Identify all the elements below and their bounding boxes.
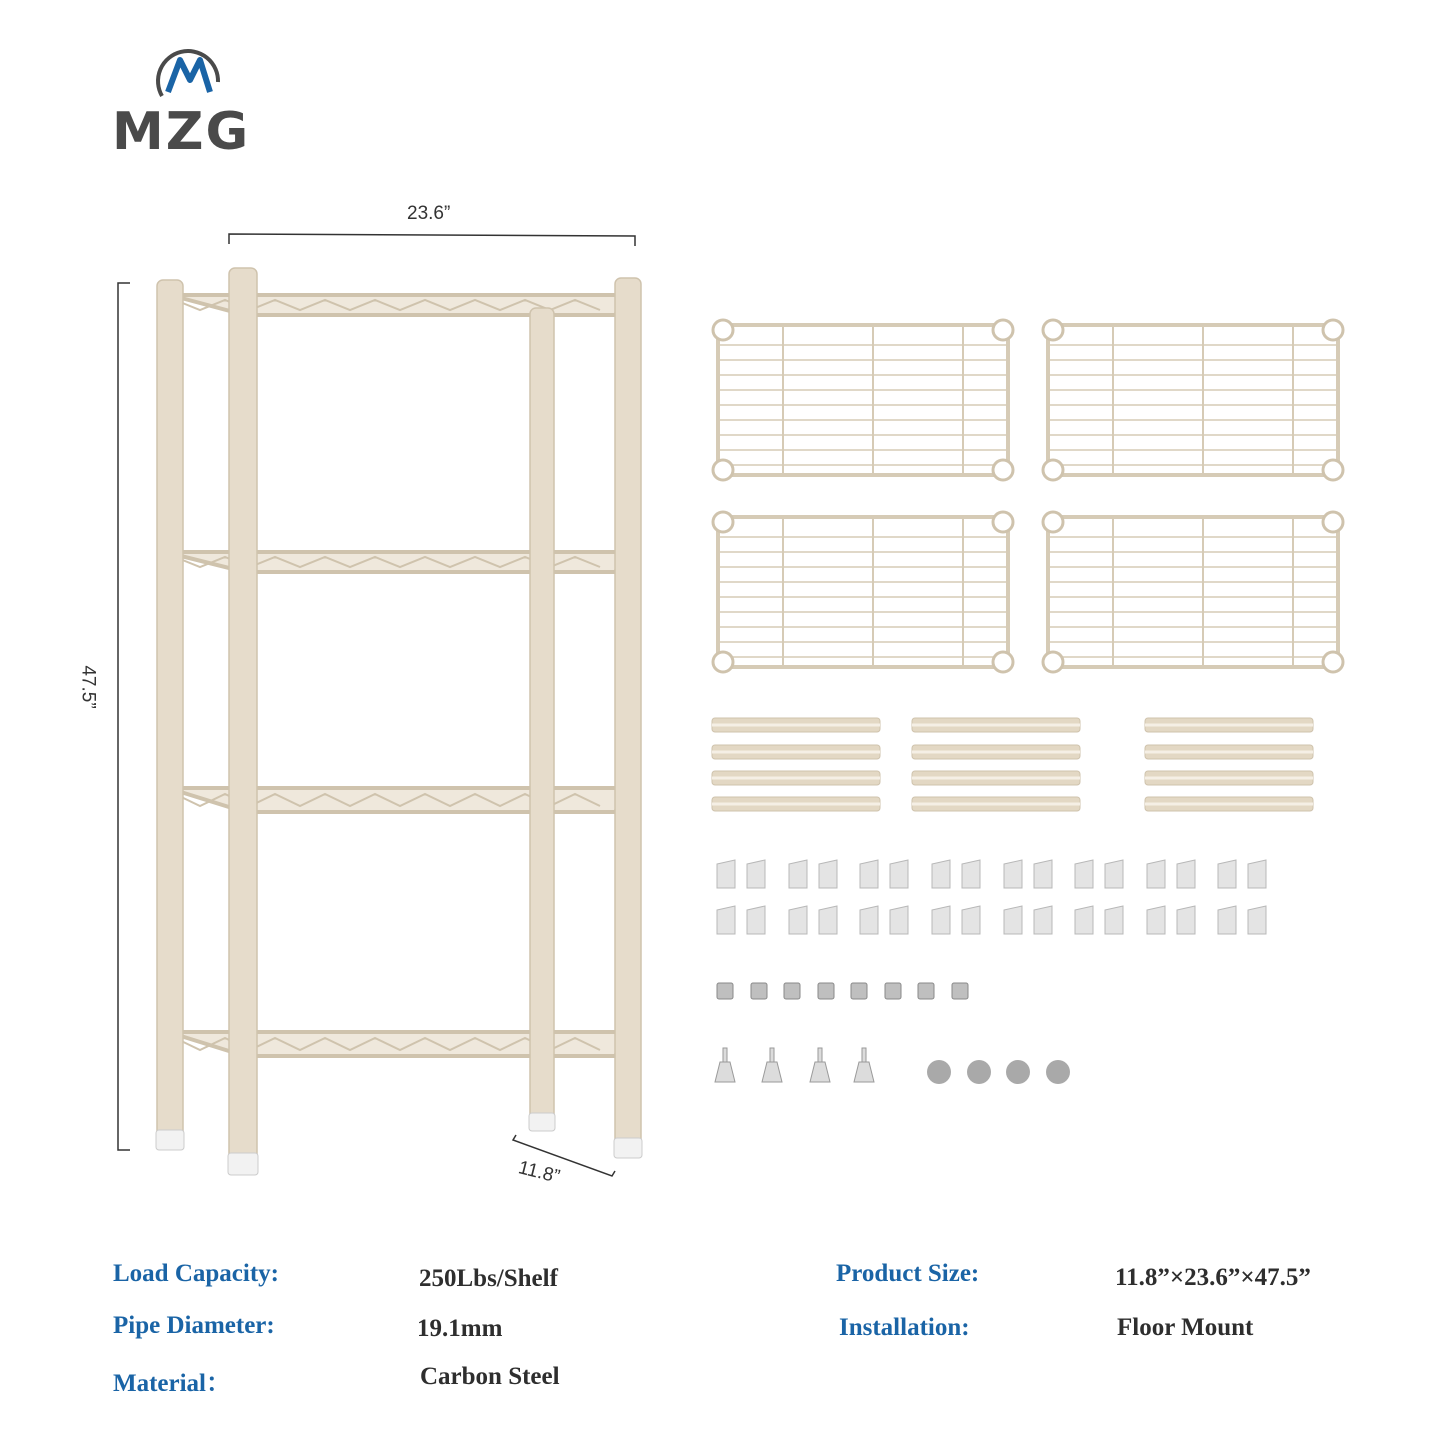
installation-label: Installation: — [839, 1314, 970, 1341]
product-size-label: Product Size: — [836, 1260, 980, 1287]
brand-name: MZG — [112, 102, 251, 162]
pipe-diameter-value: 19.1mm — [417, 1315, 503, 1342]
pole — [157, 268, 641, 1163]
brand-logo — [110, 38, 270, 163]
shelf-grid-part — [713, 512, 1013, 672]
shelf-grid-part — [1043, 512, 1343, 672]
height-dimension-label: 47.5” — [77, 665, 99, 709]
shelf-grid-part — [1043, 320, 1343, 480]
material-label: Material： — [113, 1370, 232, 1397]
load-capacity-value: 250Lbs/Shelf — [419, 1265, 558, 1292]
leveling-feet — [715, 1048, 874, 1082]
product-size-value: 11.8”×23.6”×47.5” — [1115, 1264, 1311, 1291]
depth-dimension-label: 11.8” — [516, 1157, 562, 1188]
sleeve-clips — [717, 860, 1266, 934]
connectors — [717, 983, 968, 999]
shelf-illustration — [0, 180, 700, 1210]
shelf-grid-part — [713, 320, 1013, 480]
ball-feet — [927, 1060, 1070, 1084]
parts-illustration — [700, 310, 1380, 1100]
material-value: Carbon Steel — [420, 1363, 560, 1390]
width-dimension-label: 23.6” — [407, 203, 451, 224]
pole-segments — [712, 718, 1313, 811]
installation-value: Floor Mount — [1117, 1314, 1254, 1341]
pipe-diameter-label: Pipe Diameter: — [113, 1312, 275, 1339]
load-capacity-label: Load Capacity: — [113, 1260, 279, 1287]
